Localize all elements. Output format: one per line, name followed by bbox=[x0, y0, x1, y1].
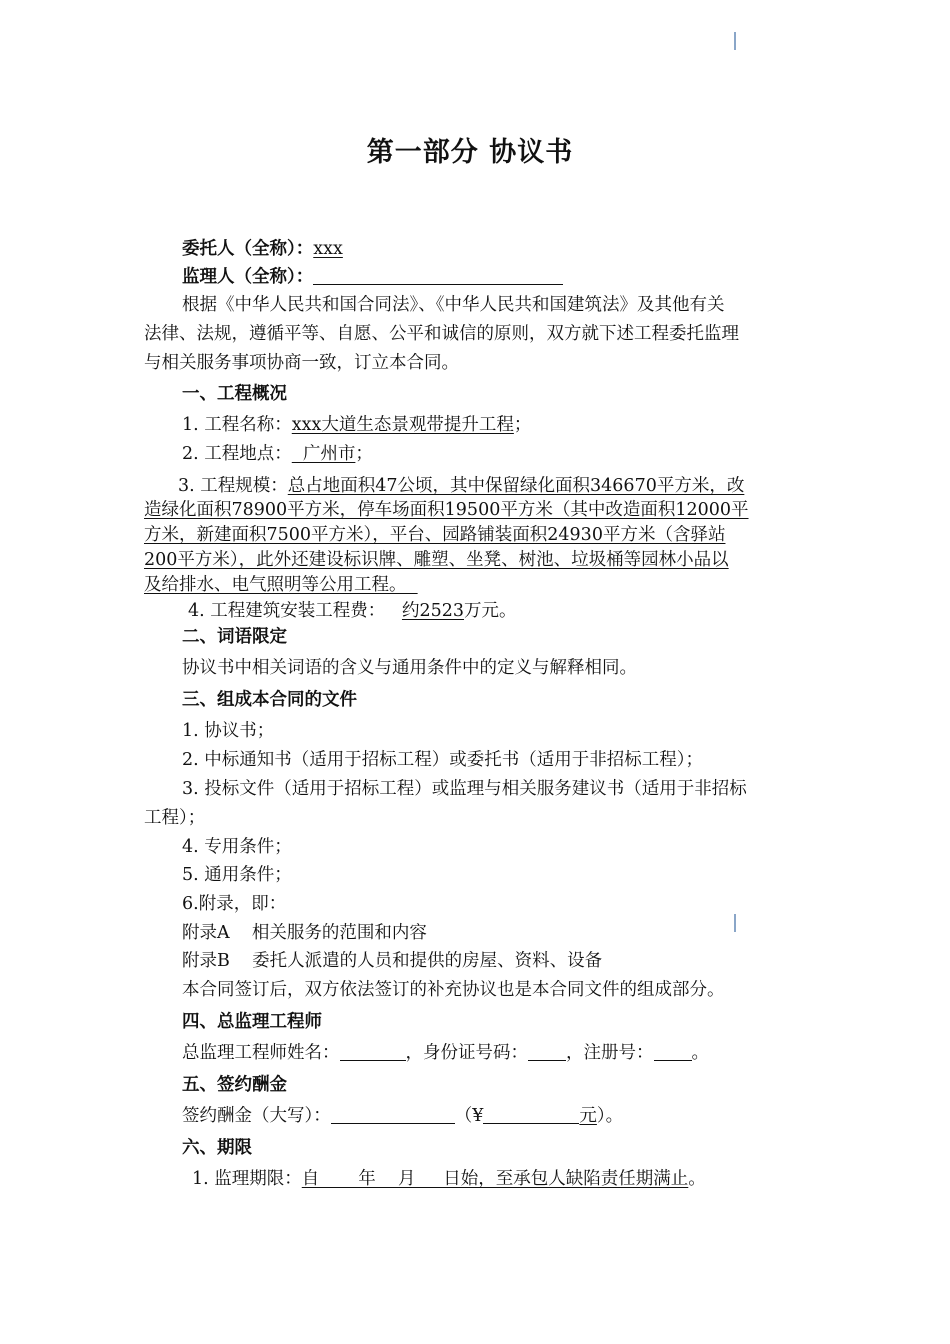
project-name-line bbox=[182, 412, 812, 438]
term-label: 1. 监理期限： bbox=[192, 1169, 302, 1189]
project-location-line bbox=[182, 441, 812, 467]
supervisor-label: 监理人（全称）： bbox=[182, 267, 314, 287]
chief-reg-label: ，注册号： bbox=[566, 1043, 654, 1063]
fee-words-blank bbox=[331, 1105, 455, 1124]
doc-item-4: 4. 专用条件； bbox=[182, 837, 292, 857]
doc-item-2: 2. 中标通知书（适用于招标工程）或委托书（适用于非招标工程）； bbox=[182, 750, 704, 770]
fee-line bbox=[182, 1103, 812, 1129]
construction-cost-label: 4. 工程建筑安装工程费： bbox=[188, 601, 386, 621]
intro-line-2: 法律、法规，遵循平等、自愿、公平和诚信的原则，双方就下述工程委托监理 bbox=[144, 324, 739, 344]
doc-item-5: 5. 通用条件； bbox=[182, 865, 292, 885]
intro-line-1: 根据《中华人民共和国合同法》、《中华人民共和国建筑法》及其他有关 bbox=[182, 295, 725, 315]
term-value: 自 年 月 日始，至承包人缺陷责任期满止 bbox=[301, 1169, 689, 1189]
section2-heading: 二、词语限定 bbox=[182, 627, 287, 647]
project-location-label: 2. 工程地点： bbox=[182, 444, 292, 464]
section3-heading: 三、组成本合同的文件 bbox=[182, 690, 357, 710]
supervisor-blank bbox=[313, 266, 563, 285]
chief-engineer-line bbox=[182, 1040, 812, 1066]
supplement-note: 本合同签订后，双方依法签订的补充协议也是本合同文件的组成部分。 bbox=[182, 980, 725, 1000]
client-line bbox=[182, 236, 812, 262]
fee-unit: 元 bbox=[579, 1106, 597, 1126]
project-scale-text-5: 及给排水、电气照明等公用工程。 bbox=[144, 575, 418, 595]
chief-line-end: 。 bbox=[691, 1043, 709, 1063]
project-scale-text-4: 200平方米），此外还建设标识牌、雕塑、坐凳、树池、垃圾桶等园林小品以 bbox=[144, 550, 729, 570]
project-scale-text-1: 总占地面积47公顷，其中保留绿化面积346670平方米，改 bbox=[287, 476, 745, 496]
section5-heading: 五、签约酬金 bbox=[182, 1075, 287, 1095]
project-location-value: 广州市 bbox=[291, 444, 356, 464]
section1-heading: 一、工程概况 bbox=[182, 384, 287, 404]
term-end: 。 bbox=[688, 1169, 706, 1189]
doc-item-1: 1. 协议书； bbox=[182, 721, 275, 741]
fee-label: 签约酬金（大写）： bbox=[182, 1106, 331, 1126]
project-name-label: 1. 工程名称： bbox=[182, 415, 292, 435]
construction-cost-line bbox=[188, 598, 858, 624]
client-value: xxx bbox=[313, 239, 343, 259]
chief-id-label: ，身份证号码： bbox=[405, 1043, 528, 1063]
project-location-end: ； bbox=[355, 444, 373, 464]
intro-line-3: 与相关服务事项协商一致，订立本合同。 bbox=[144, 353, 459, 373]
section6-heading: 六、期限 bbox=[182, 1138, 252, 1158]
section4-heading: 四、总监理工程师 bbox=[182, 1012, 322, 1032]
project-name-end: ； bbox=[513, 415, 532, 435]
doc-item-3-line-1: 3. 投标文件（适用于招标工程）或监理与相关服务建议书（适用于非招标 bbox=[182, 779, 747, 799]
page-corner-mark bbox=[734, 32, 736, 50]
client-label: 委托人（全称）： bbox=[182, 239, 314, 259]
chief-reg-blank bbox=[654, 1042, 692, 1061]
chief-id-blank bbox=[528, 1042, 566, 1061]
project-scale-line-1 bbox=[178, 473, 810, 499]
construction-cost-unit: 万元。 bbox=[464, 601, 517, 621]
supervisor-line bbox=[182, 264, 812, 290]
page-title: 第一部分 协议书 bbox=[366, 137, 574, 168]
project-scale-text-3: 方米，新建面积7500平方米），平台、园路铺装面积24930平方米（含驿站 bbox=[144, 525, 726, 545]
chief-name-label: 总监理工程师姓名： bbox=[182, 1043, 340, 1063]
definitions-text: 协议书中相关词语的含义与通用条件中的定义与解释相同。 bbox=[182, 658, 637, 678]
chief-name-blank bbox=[340, 1042, 406, 1061]
term-line bbox=[192, 1166, 862, 1192]
construction-cost-value: 约2523 bbox=[401, 601, 465, 621]
appendix-a: 附录A 相关服务的范围和内容 bbox=[182, 923, 427, 943]
doc-item-6: 6.附录，即： bbox=[182, 894, 287, 914]
appendix-b: 附录B 委托人派遣的人员和提供的房屋、资料、设备 bbox=[182, 951, 603, 971]
project-name-value: xxx大道生态景观带提升工程 bbox=[291, 415, 514, 435]
project-scale-label: 3. 工程规模： bbox=[178, 476, 288, 496]
doc-item-3-line-2: 工程）； bbox=[144, 808, 206, 828]
fee-paren-close: ）。 bbox=[596, 1106, 624, 1126]
project-scale-text-2: 造绿化面积78900平方米，停车场面积19500平方米（其中改造面积12000平 bbox=[144, 500, 749, 520]
fee-amount-blank bbox=[483, 1105, 579, 1124]
fee-paren-open: （¥ bbox=[454, 1106, 484, 1126]
